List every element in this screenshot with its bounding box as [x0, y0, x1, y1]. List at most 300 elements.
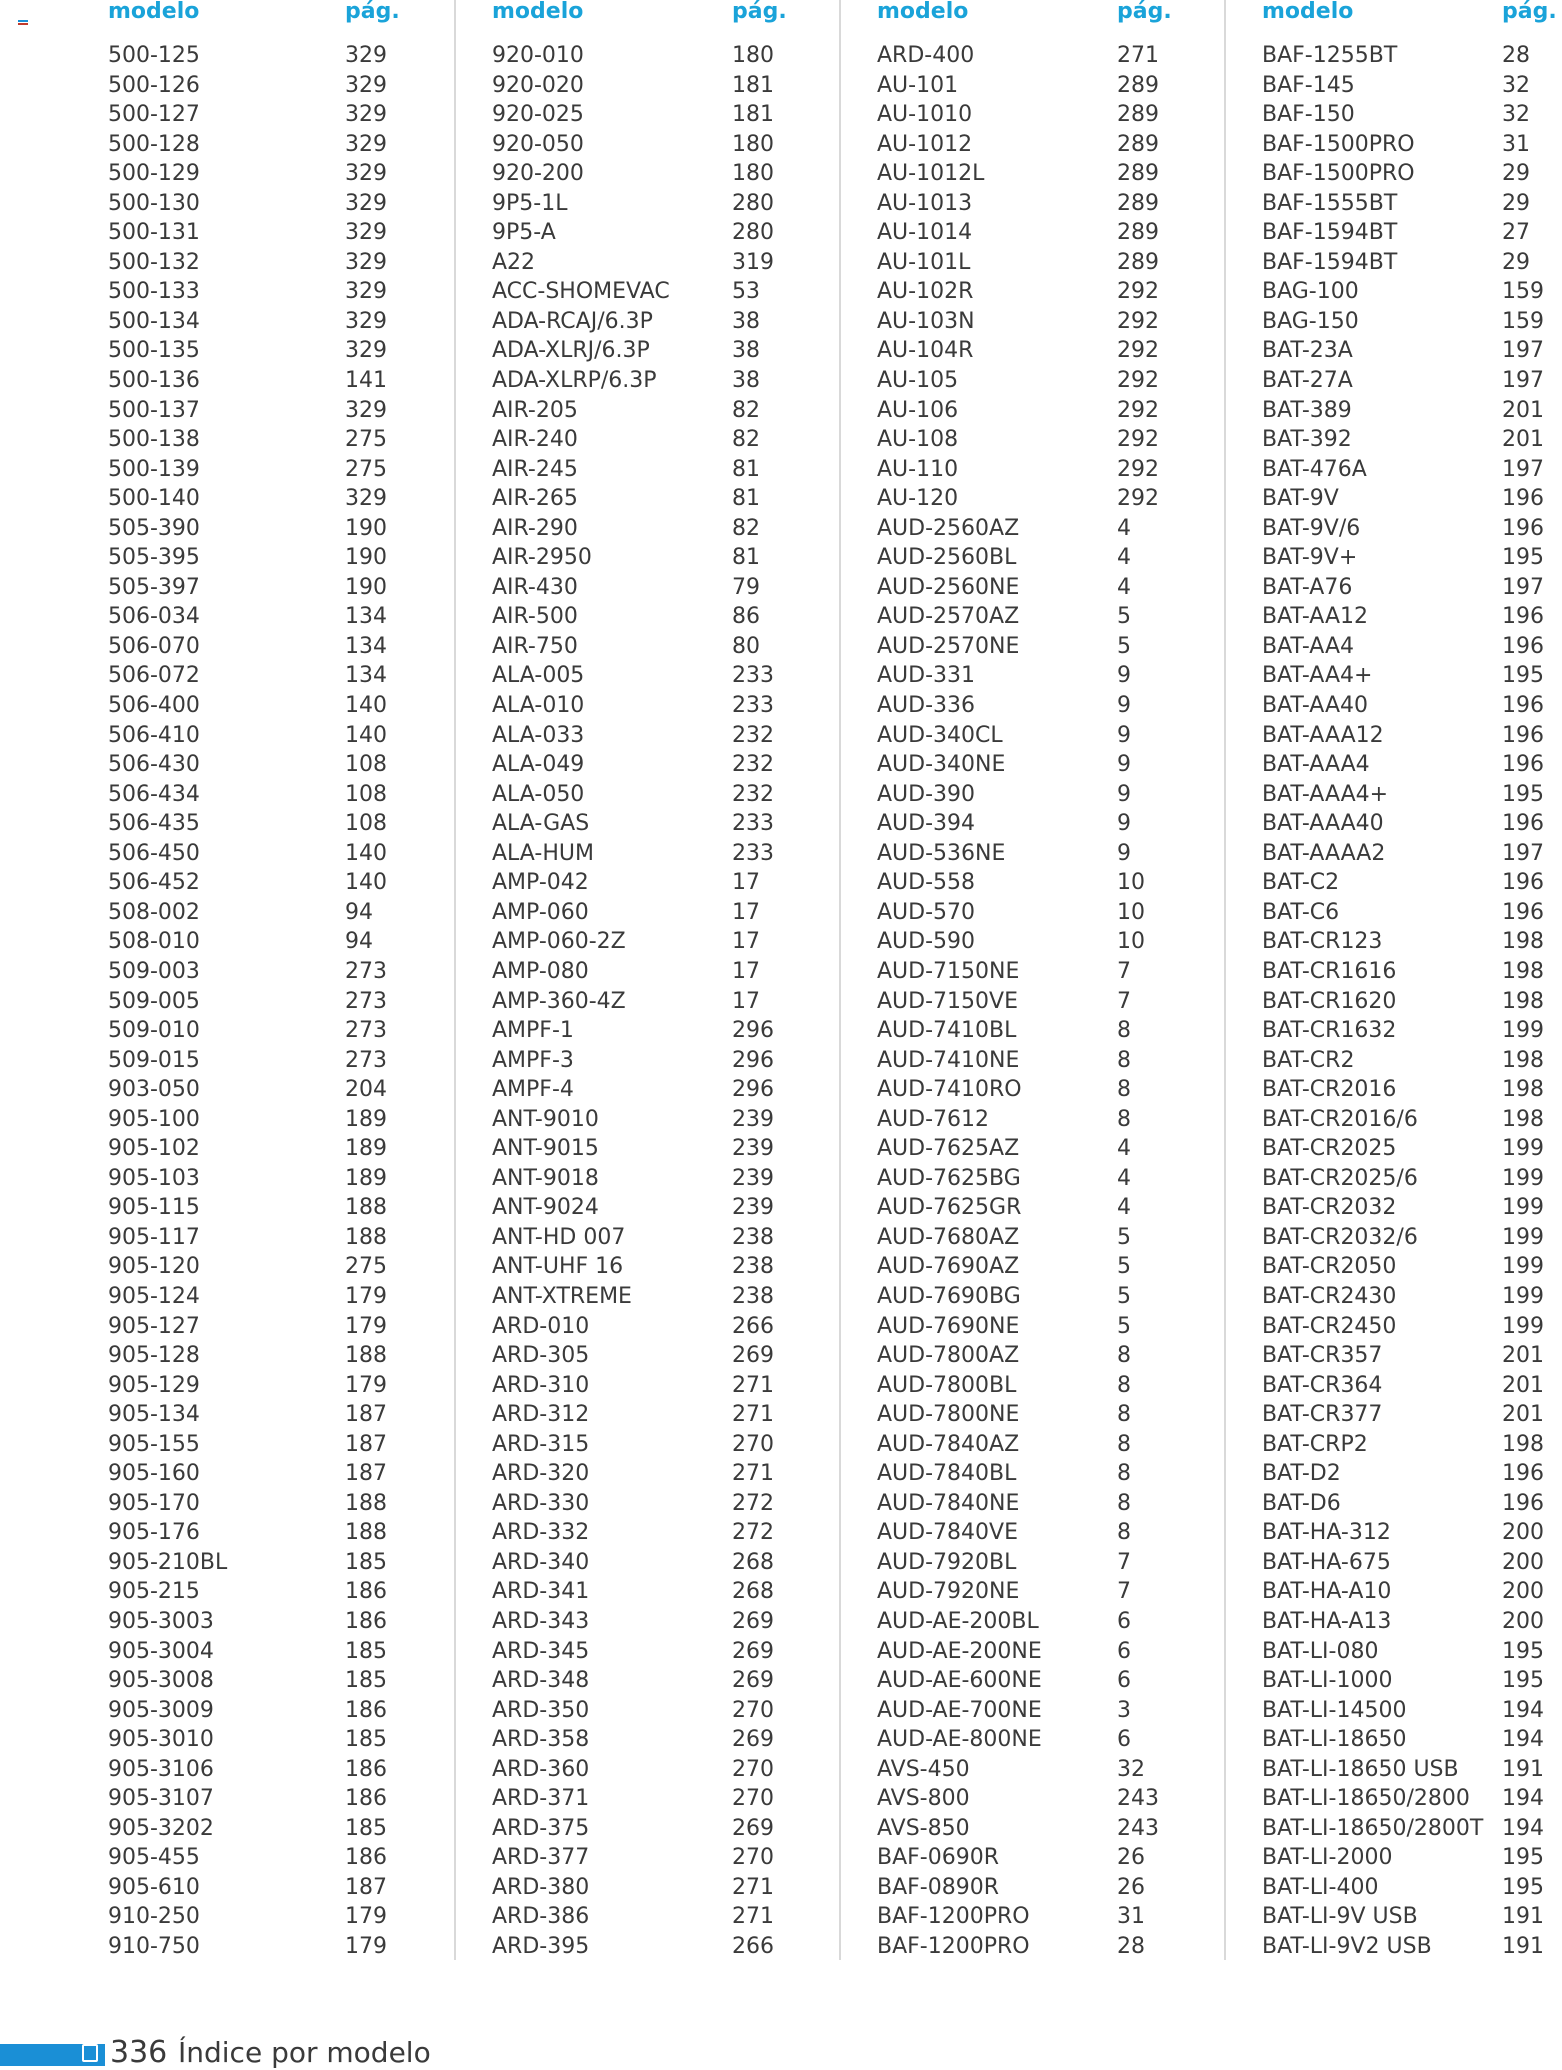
model-code: AU-106 [877, 397, 959, 423]
index-row [1262, 927, 1562, 957]
column-divider [839, 0, 841, 1960]
index-row [1262, 691, 1562, 721]
index-row [877, 1016, 1207, 1046]
page-ref: 28 [1502, 43, 1530, 68]
page-ref: 185 [345, 1727, 387, 1753]
page-ref: 198 [1502, 1106, 1544, 1132]
model-code: AUD-558 [877, 870, 976, 896]
model-code: AUD-7150VE [877, 988, 1018, 1014]
index-row [108, 366, 438, 396]
model-code: 905-120 [108, 1254, 200, 1280]
model-code: 505-395 [108, 545, 200, 571]
page-ref: 134 [345, 663, 387, 689]
index-row [877, 396, 1207, 426]
model-code: BAT-A76 [1262, 574, 1353, 600]
column-header [877, 0, 1207, 28]
index-row [492, 1016, 822, 1046]
page-ref: 194 [1502, 1786, 1544, 1812]
index-rows [492, 41, 822, 1962]
page-ref: 185 [345, 1549, 387, 1575]
model-code: AUD-2560NE [877, 574, 1020, 600]
page-ref: 196 [1502, 811, 1544, 837]
index-row [877, 1696, 1207, 1726]
index-row [492, 1637, 822, 1667]
index-row [1262, 1755, 1562, 1785]
page-ref: 187 [345, 1431, 387, 1457]
model-code: BAT-AAA4 [1262, 752, 1370, 778]
model-code: AU-1013 [877, 190, 973, 216]
model-code: ARD-312 [492, 1402, 590, 1428]
index-row [108, 100, 438, 130]
model-code: ANT-HD 007 [492, 1224, 626, 1250]
page-ref: 186 [345, 1786, 387, 1812]
column-header [492, 0, 822, 28]
index-row [877, 366, 1207, 396]
model-code: BAT-CR123 [1262, 929, 1383, 955]
page-ref: 28 [1117, 1934, 1145, 1959]
model-code: AIR-265 [492, 486, 578, 512]
index-row [108, 1725, 438, 1755]
index-row [877, 1400, 1207, 1430]
page-ref: 108 [345, 781, 387, 807]
page-ref: 271 [732, 1372, 774, 1398]
page-ref: 17 [732, 899, 760, 925]
index-row [877, 71, 1207, 101]
page-ref: 188 [345, 1195, 387, 1221]
index-row [108, 1459, 438, 1489]
index-row [108, 1843, 438, 1873]
model-code: BAT-LI-1000 [1262, 1668, 1393, 1694]
page-ref: 196 [1502, 486, 1544, 512]
index-row [1262, 455, 1562, 485]
index-row [108, 632, 438, 662]
page-ref: 199 [1502, 1018, 1544, 1044]
index-row [1262, 484, 1562, 514]
model-code: AIR-240 [492, 427, 578, 453]
index-rows [108, 41, 438, 1962]
index-row [877, 661, 1207, 691]
model-code: ARD-343 [492, 1608, 590, 1634]
model-code: BAT-LI-18650 USB [1262, 1756, 1459, 1782]
index-row [877, 543, 1207, 573]
model-code: ANT-9018 [492, 1165, 599, 1191]
page-ref: 8 [1117, 1520, 1131, 1546]
page-ref: 199 [1502, 1136, 1544, 1162]
page-ref: 196 [1502, 515, 1544, 541]
index-row [108, 1932, 438, 1962]
page-ref: 238 [732, 1283, 774, 1309]
model-code: BAF-1500PRO [1262, 131, 1415, 157]
page-ref: 204 [345, 1077, 387, 1103]
model-code: 905-129 [108, 1372, 200, 1398]
page-ref: 10 [1117, 929, 1145, 955]
page-ref: 179 [345, 1283, 387, 1309]
model-code: AIR-245 [492, 456, 578, 482]
model-code: AUD-536NE [877, 840, 1006, 866]
model-code: BAF-0890R [877, 1874, 1000, 1900]
model-code: AUD-7840BL [877, 1461, 1017, 1487]
model-code: 500-139 [108, 456, 200, 482]
corner-mark-icon [18, 20, 28, 27]
page-ref: 181 [732, 102, 774, 128]
index-row [108, 1252, 438, 1282]
page-ref: 238 [732, 1254, 774, 1280]
model-code: BAT-9V+ [1262, 545, 1358, 571]
model-code: ARD-371 [492, 1786, 590, 1812]
index-row [1262, 632, 1562, 662]
page-ref: 271 [732, 1874, 774, 1900]
page-ref: 329 [345, 338, 387, 364]
model-code: BAT-LI-9V2 USB [1262, 1934, 1432, 1959]
page-ref: 4 [1117, 515, 1131, 541]
index-row [877, 1430, 1207, 1460]
index-row [1262, 277, 1562, 307]
model-code: 920-200 [492, 161, 584, 187]
page-ref: 292 [1117, 456, 1159, 482]
model-code: 905-210BL [108, 1549, 228, 1575]
index-row [492, 1814, 822, 1844]
index-row [1262, 41, 1562, 71]
page-ref: 195 [1502, 1638, 1544, 1664]
index-row [108, 1755, 438, 1785]
model-code: AMP-060-2Z [492, 929, 626, 955]
page-ref: 5 [1117, 1313, 1131, 1339]
model-code: ARD-305 [492, 1343, 590, 1369]
model-code: AU-105 [877, 368, 959, 394]
model-code: BAT-CR2016 [1262, 1077, 1397, 1103]
index-row [877, 1577, 1207, 1607]
index-row [492, 1223, 822, 1253]
header-model-label: modelo [108, 0, 200, 24]
page-ref: 26 [1117, 1874, 1145, 1900]
index-row [877, 573, 1207, 603]
index-row [877, 130, 1207, 160]
model-code: BAT-23A [1262, 338, 1353, 364]
index-row [1262, 957, 1562, 987]
page-ref: 275 [345, 456, 387, 482]
page-ref: 233 [732, 693, 774, 719]
model-code: ARD-377 [492, 1845, 590, 1871]
index-row [492, 987, 822, 1017]
index-row [877, 1075, 1207, 1105]
model-code: BAT-CR2025 [1262, 1136, 1397, 1162]
index-row [1262, 573, 1562, 603]
page-ref: 233 [732, 811, 774, 837]
page-ref: 38 [732, 308, 760, 334]
index-row [877, 1755, 1207, 1785]
index-row [492, 1932, 822, 1962]
page-ref: 289 [1117, 220, 1159, 246]
page-ref: 189 [345, 1106, 387, 1132]
page-ref: 196 [1502, 1490, 1544, 1516]
page-ref: 189 [345, 1136, 387, 1162]
page-ref: 8 [1117, 1047, 1131, 1073]
index-rows [1262, 41, 1562, 1962]
index-row [1262, 839, 1562, 869]
page-ref: 201 [1502, 397, 1544, 423]
index-row [877, 248, 1207, 278]
index-row [492, 1696, 822, 1726]
model-code: 920-010 [492, 43, 584, 68]
page-ref: 280 [732, 190, 774, 216]
index-row [108, 71, 438, 101]
model-code: BAT-CR1632 [1262, 1018, 1397, 1044]
page-ref: 186 [345, 1608, 387, 1634]
model-code: BAT-CR2016/6 [1262, 1106, 1418, 1132]
model-code: 500-138 [108, 427, 200, 453]
page-ref: 8 [1117, 1077, 1131, 1103]
page-ref: 82 [732, 515, 760, 541]
index-row [108, 927, 438, 957]
model-code: AUD-7612 [877, 1106, 990, 1132]
page-ref: 275 [345, 1254, 387, 1280]
page-ref: 187 [345, 1461, 387, 1487]
index-row [1262, 1518, 1562, 1548]
page-ref: 196 [1502, 752, 1544, 778]
model-code: AU-120 [877, 486, 959, 512]
index-row [492, 1843, 822, 1873]
index-row [492, 1193, 822, 1223]
page-ref: 199 [1502, 1195, 1544, 1221]
index-row [108, 721, 438, 751]
index-row [492, 425, 822, 455]
model-code: BAT-HA-A10 [1262, 1579, 1392, 1605]
header-model-label: modelo [492, 0, 584, 24]
model-code: 905-117 [108, 1224, 200, 1250]
page-ref: 108 [345, 752, 387, 778]
page-ref: 31 [1117, 1904, 1145, 1930]
page-ref: 7 [1117, 988, 1131, 1014]
model-code: 500-131 [108, 220, 200, 246]
page-ref: 195 [1502, 663, 1544, 689]
model-code: 905-3008 [108, 1668, 214, 1694]
page-ref: 270 [732, 1756, 774, 1782]
model-code: AUD-AE-800NE [877, 1727, 1042, 1753]
page-ref: 201 [1502, 1372, 1544, 1398]
model-code: 500-130 [108, 190, 200, 216]
page-ref: 200 [1502, 1608, 1544, 1634]
model-code: 905-128 [108, 1343, 200, 1369]
page-ref: 5 [1117, 633, 1131, 659]
model-code: BAT-CR1616 [1262, 958, 1397, 984]
model-code: AUD-7920BL [877, 1549, 1017, 1575]
model-code: 506-400 [108, 693, 200, 719]
model-code: AUD-394 [877, 811, 976, 837]
page-ref: 8 [1117, 1106, 1131, 1132]
model-code: ALA-050 [492, 781, 585, 807]
model-code: BAT-LI-18650 [1262, 1727, 1407, 1753]
page-ref: 197 [1502, 456, 1544, 482]
model-code: AUD-AE-700NE [877, 1697, 1042, 1723]
model-code: 9P5-A [492, 220, 556, 246]
index-row [1262, 1252, 1562, 1282]
index-row [108, 1518, 438, 1548]
model-code: BAT-LI-9V USB [1262, 1904, 1418, 1930]
model-code: BAT-CR1620 [1262, 988, 1397, 1014]
index-row [877, 1873, 1207, 1903]
model-code: ARD-400 [877, 43, 975, 68]
index-row [1262, 1016, 1562, 1046]
model-code: BAF-145 [1262, 72, 1355, 98]
index-row [492, 1577, 822, 1607]
model-code: AU-103N [877, 308, 975, 334]
index-row [492, 366, 822, 396]
page-ref: 289 [1117, 190, 1159, 216]
index-row [492, 1105, 822, 1135]
model-code: 9P5-1L [492, 190, 568, 216]
page-ref: 32 [1502, 72, 1530, 98]
index-row [108, 159, 438, 189]
index-row [1262, 1696, 1562, 1726]
model-code: BAF-1200PRO [877, 1934, 1030, 1959]
index-row [108, 573, 438, 603]
page-ref: 329 [345, 190, 387, 216]
index-row [877, 1902, 1207, 1932]
model-code: AUD-7625AZ [877, 1136, 1020, 1162]
model-code: ADA-XLRP/6.3P [492, 368, 657, 394]
index-row [492, 396, 822, 426]
index-row [877, 218, 1207, 248]
index-row [1262, 1548, 1562, 1578]
page-ref: 179 [345, 1372, 387, 1398]
page-ref: 17 [732, 929, 760, 955]
model-code: 920-025 [492, 102, 584, 128]
page-ref: 233 [732, 840, 774, 866]
index-row [108, 1814, 438, 1844]
page-footer [0, 2036, 1550, 2069]
model-code: BAT-C2 [1262, 870, 1340, 896]
model-code: BAT-AAA4+ [1262, 781, 1389, 807]
page-ref: 271 [732, 1904, 774, 1930]
model-code: ARD-340 [492, 1549, 590, 1575]
model-code: AUD-7800AZ [877, 1343, 1020, 1369]
model-code: BAT-CR2025/6 [1262, 1165, 1418, 1191]
index-row [108, 1341, 438, 1371]
page-ref: 10 [1117, 899, 1145, 925]
model-code: ARD-332 [492, 1520, 590, 1546]
index-row [1262, 159, 1562, 189]
page-ref: 292 [1117, 338, 1159, 364]
model-code: AUD-7800NE [877, 1402, 1020, 1428]
model-code: 500-127 [108, 102, 200, 128]
page-ref: 329 [345, 102, 387, 128]
index-row [1262, 1873, 1562, 1903]
model-code: BAT-AA4+ [1262, 663, 1373, 689]
model-code: BAT-LI-18650/2800 [1262, 1786, 1470, 1812]
index-row [108, 1637, 438, 1667]
index-row [1262, 1637, 1562, 1667]
index-row [108, 277, 438, 307]
index-row [877, 1252, 1207, 1282]
model-code: ARD-358 [492, 1727, 590, 1753]
model-code: ALA-010 [492, 693, 585, 719]
model-code: AU-110 [877, 456, 959, 482]
page-ref: 10 [1117, 870, 1145, 896]
model-code: AUD-340CL [877, 722, 1003, 748]
index-row [1262, 1046, 1562, 1076]
index-row [492, 514, 822, 544]
index-row [877, 159, 1207, 189]
index-row [1262, 366, 1562, 396]
model-code: ARD-310 [492, 1372, 590, 1398]
model-code: BAT-LI-18650/2800T [1262, 1815, 1484, 1841]
index-row [492, 1459, 822, 1489]
page-ref: 199 [1502, 1254, 1544, 1280]
model-code: BAT-392 [1262, 427, 1352, 453]
page-ref: 180 [732, 131, 774, 157]
model-code: ARD-350 [492, 1697, 590, 1723]
index-row [492, 100, 822, 130]
page-ref: 197 [1502, 368, 1544, 394]
index-row [1262, 809, 1562, 839]
page-ref: 292 [1117, 397, 1159, 423]
index-row [492, 1607, 822, 1637]
page-ref: 232 [732, 722, 774, 748]
page-ref: 188 [345, 1343, 387, 1369]
index-row [108, 1548, 438, 1578]
model-code: 905-610 [108, 1874, 200, 1900]
index-row [877, 602, 1207, 632]
index-row [492, 750, 822, 780]
model-code: 500-136 [108, 368, 200, 394]
model-code: 905-215 [108, 1579, 200, 1605]
footer-title: Índice por modelo [178, 2036, 431, 2069]
page-ref: 186 [345, 1756, 387, 1782]
index-row [1262, 1843, 1562, 1873]
column-header [1262, 0, 1562, 28]
page-ref: 195 [1502, 1668, 1544, 1694]
column-divider [454, 0, 456, 1960]
page-ref: 140 [345, 870, 387, 896]
page-ref: 269 [732, 1727, 774, 1753]
page-ref: 197 [1502, 338, 1544, 364]
model-code: BAT-AA40 [1262, 693, 1369, 719]
index-row [1262, 1400, 1562, 1430]
page-ref: 243 [1117, 1786, 1159, 1812]
page-ref: 200 [1502, 1579, 1544, 1605]
page-ref: 296 [732, 1077, 774, 1103]
model-code: BAF-0690R [877, 1845, 1000, 1871]
page-ref: 81 [732, 486, 760, 512]
model-code: AMP-080 [492, 958, 589, 984]
model-code: BAT-CR2430 [1262, 1283, 1397, 1309]
model-code: 910-250 [108, 1904, 200, 1930]
page-ref: 280 [732, 220, 774, 246]
index-row [108, 839, 438, 869]
index-row [492, 809, 822, 839]
index-row [1262, 100, 1562, 130]
page-ref: 9 [1117, 722, 1131, 748]
page-ref: 329 [345, 397, 387, 423]
page-ref: 159 [1502, 308, 1544, 334]
page-ref: 5 [1117, 604, 1131, 630]
index-row [492, 1430, 822, 1460]
page-ref: 190 [345, 515, 387, 541]
page-ref: 82 [732, 397, 760, 423]
model-code: AMP-360-4Z [492, 988, 626, 1014]
index-row [108, 1134, 438, 1164]
page-ref: 186 [345, 1579, 387, 1605]
page-ref: 9 [1117, 663, 1131, 689]
page-ref: 191 [1502, 1934, 1544, 1959]
header-model-label: modelo [1262, 0, 1354, 24]
page-ref: 239 [732, 1195, 774, 1221]
model-code: 506-072 [108, 663, 200, 689]
page-ref: 141 [345, 368, 387, 394]
index-row [492, 1755, 822, 1785]
page-ref: 186 [345, 1845, 387, 1871]
index-row [492, 1725, 822, 1755]
